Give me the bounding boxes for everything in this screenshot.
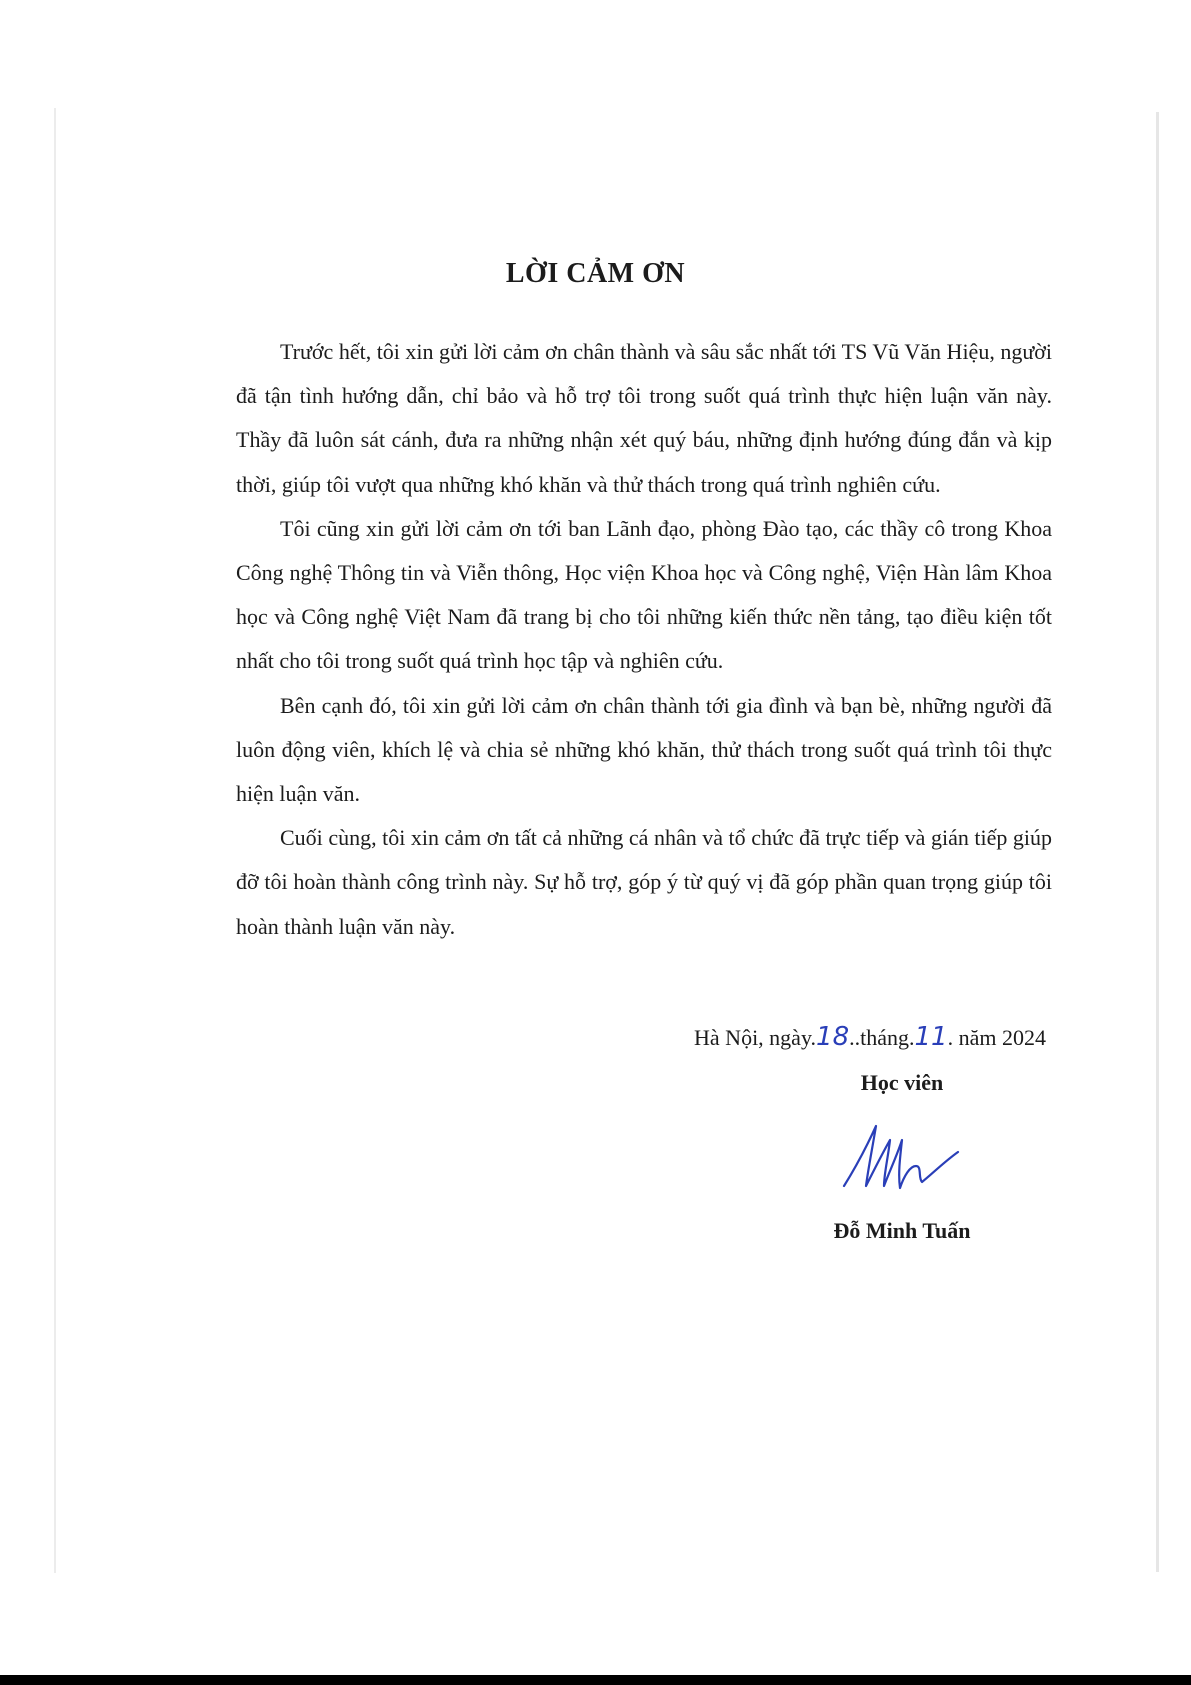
paragraph-1: Trước hết, tôi xin gửi lời cảm ơn chân thành và sâu sắc nhất tới TS Vũ Văn Hiệu, người đã tận tình hướng dẫn, chỉ bảo và hỗ trợ tôi trong suốt quá trình thực hiện luận văn này. Thầy đã luôn sát cánh, đưa ra những nhận xét quý báu, những định hướng đúng đắn và kịp thời, giúp tôi vượt qua những khó khăn và thử thách trong quá trình nghiên cứu. [236, 339, 1052, 497]
page-edge-right [1156, 112, 1159, 1572]
date-dots: . [909, 1025, 915, 1050]
date-dots: . [947, 1025, 959, 1050]
date-line [600, 1022, 1046, 1053]
date-dots: .. [849, 1025, 861, 1050]
date-day-handwritten: 18 [816, 1022, 850, 1052]
page-edge-bottom [0, 1675, 1191, 1685]
date-year: năm 2024 [958, 1025, 1046, 1050]
body-text [236, 330, 1052, 949]
paragraph-3: Bên cạnh đó, tôi xin gửi lời cảm ơn chân thành tới gia đình và bạn bè, những người đã luôn động viên, khích lệ và chia sẻ những khó khăn, thử thách trong suốt quá trình tôi thực hiện luận văn. [236, 692, 1052, 807]
date-month-handwritten: 11 [914, 1022, 948, 1052]
date-month-label: tháng [860, 1025, 910, 1050]
signature-image [832, 1118, 982, 1198]
paragraph-2: Tôi cũng xin gửi lời cảm ơn tới ban Lãnh đạo, phòng Đào tạo, các thầy cô trong Khoa Công nghệ Thông tin và Viễn thông, Học viện Khoa học và Công nghệ, Viện Hàn lâm Khoa học và Công nghệ Việt Nam đã trang bị cho tôi những kiến thức nền tảng, tạo điều kiện tốt nhất cho tôi trong suốt quá trình học tập và nghiên cứu. [236, 515, 1052, 674]
date-dots: . [810, 1025, 817, 1050]
signer-role: Học viên [860, 1070, 944, 1095]
paragraph-4: Cuối cùng, tôi xin cảm ơn tất cả những cá nhân và tổ chức đã trực tiếp và gián tiếp giúp đỡ tôi hoàn thành công trình này. Sự hỗ trợ, góp ý từ quý vị đã góp phần quan trọng giúp tôi hoàn thành luận văn này. [236, 825, 1052, 939]
date-prefix: Hà Nội, ngày [694, 1025, 811, 1050]
document-title: LỜI CẢM ƠN [505, 258, 686, 289]
signer-name: Đỗ Minh Tuấn [833, 1218, 971, 1243]
page-edge-left [54, 108, 56, 1573]
